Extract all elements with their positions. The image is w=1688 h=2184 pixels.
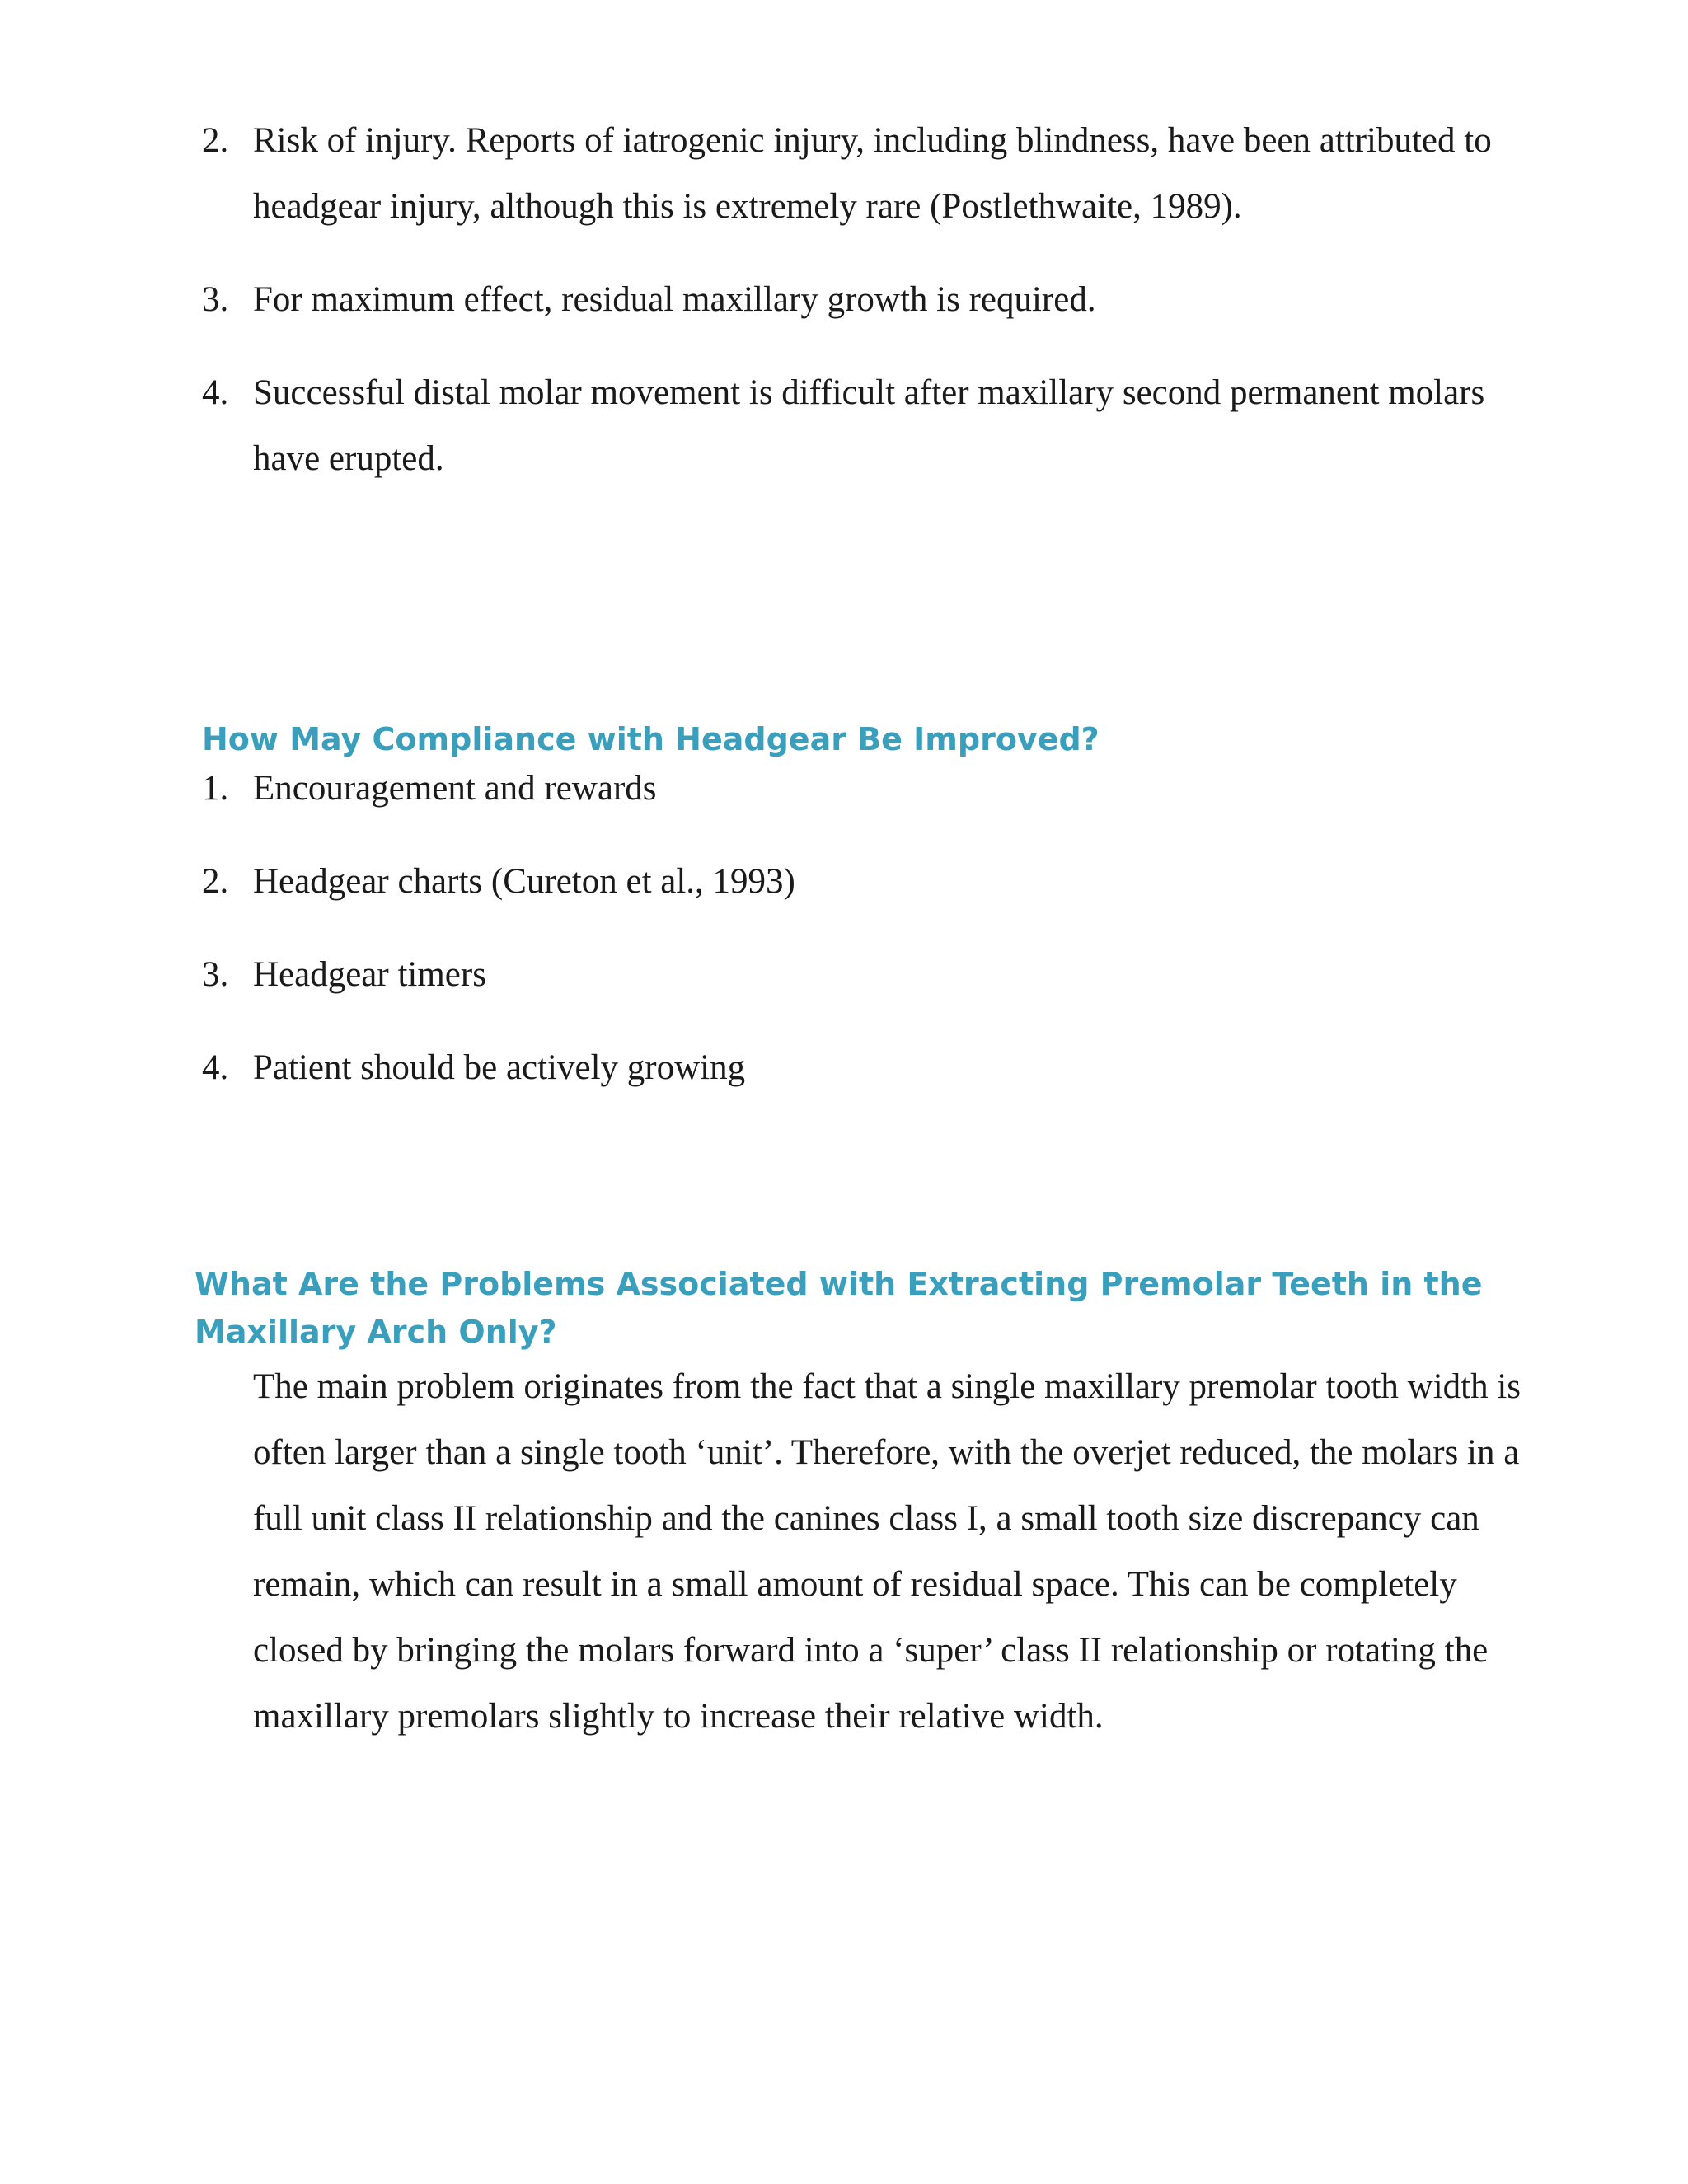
list-item-text: Headgear charts (Cureton et al., 1993): [253, 862, 795, 901]
list-item-text: For maximum effect, residual maxillary growth is required.: [253, 280, 1096, 319]
list-item-text: Risk of injury. Reports of iatrogenic injury, including blindness, have been attributed to headgear injury, although this is extremely rare (Postlethwaite, 1989).: [253, 121, 1492, 226]
list-item: [202, 360, 1504, 492]
list-item-number: 3.: [202, 280, 229, 319]
compliance-list: [202, 756, 1504, 1101]
list-item-number: 3.: [202, 955, 229, 994]
list-item-number: 4.: [202, 373, 229, 412]
section-heading-line: What Are the Problems Associated with Extracting Premolar Teeth in the: [195, 1266, 1483, 1302]
risks-list: [202, 108, 1504, 492]
section-heading-compliance: How May Compliance with Headgear Be Improved?: [202, 721, 1100, 757]
list-item: [202, 942, 1504, 1008]
list-item-text: Successful distal molar movement is difficult after maxillary second permanent molars have erupted.: [253, 373, 1485, 478]
list-item-number: 4.: [202, 1048, 229, 1087]
list-item: [202, 756, 1504, 822]
problems-paragraph: The main problem originates from the fact that a single maxillary premolar tooth width is often larger than a single tooth ‘unit’. Therefore, with the overjet reduced, the molars in a full unit class II relationship and the canines class I, a small tooth size discrepancy can remain, which can result in a small amount of residual space. This can be completely closed by bringing the molars forward into a ‘super’ class II relationship or rotating the maxillary premolars slightly to increase their relative width.: [253, 1367, 1522, 1736]
list-item-text: Patient should be actively growing: [253, 1048, 746, 1087]
list-item: [202, 108, 1504, 240]
list-item-text: Headgear timers: [253, 955, 486, 994]
list-item-number: 2.: [202, 862, 229, 901]
list-item-number: 1.: [202, 769, 229, 808]
list-item-text: Encouragement and rewards: [253, 769, 657, 808]
section-heading-problems: [195, 1260, 1483, 1356]
list-item-number: 2.: [202, 121, 229, 160]
list-item: [202, 267, 1504, 333]
list-item: [202, 849, 1504, 915]
section-heading-line: Maxillary Arch Only?: [195, 1314, 557, 1350]
list-item: [202, 1035, 1504, 1101]
